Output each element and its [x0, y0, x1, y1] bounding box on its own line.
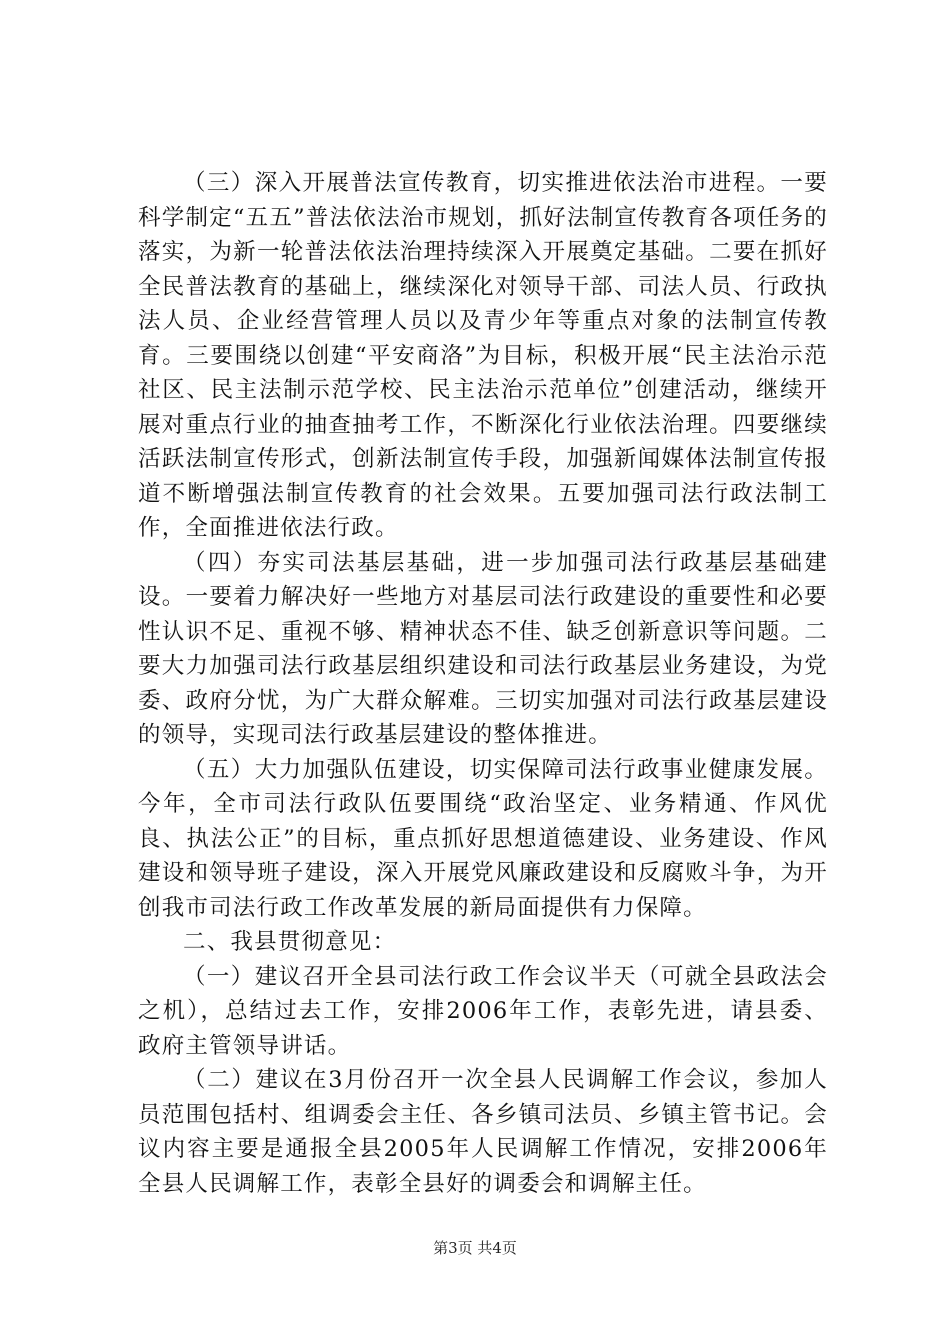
page-number-footer: 第3页 共4页: [433, 1239, 517, 1257]
document-body: [138, 166, 828, 1201]
paragraph-county-2-mediation-meeting: （二）建议在3月份召开一次全县人民调解工作会议，参加人员范围包括村、组调委会主任、各乡镇司法员、乡镇主管书记。会议内容主要是通报全县2005年人民调解工作情况，安排2006年全县人民调解工作，表彰全县好的调委会和调解主任。: [138, 1067, 828, 1197]
paragraph-county-1-meeting: （一）建议召开全县司法行政工作会议半天（可就全县政法会之机），总结过去工作，安排2006年工作，表彰先进，请县委、政府主管领导讲话。: [138, 963, 828, 1059]
paragraph-5-team-building: （五）大力加强队伍建设，切实保障司法行政事业健康发展。今年，全市司法行政队伍要围绕“政治坚定、业务精通、作风优良、执法公正”的目标，重点抓好思想道德建设、业务建设、作风建设和领导班子建设，深入开展党风廉政建设和反腐败斗争，为开创我市司法行政工作改革发展的新局面提供有力保障。: [138, 756, 828, 921]
section-heading-county-implementation: 二、我县贯彻意见：: [183, 929, 397, 955]
paragraph-3-publicity-education: （三）深入开展普法宣传教育，切实推进依法治市进程。一要科学制定“五五”普法依法治市规划，抓好法制宣传教育各项任务的落实，为新一轮普法依法治理持续深入开展奠定基础。二要在抓好全民普法教育的基础上，继续深化对领导干部、司法人员、行政执法人员、企业经营管理人员以及青少年等重点对象的法制宣传教育。三要围绕以创建“平安商洛”为目标，积极开展“民主法治示范社区、民主法制示范学校、民主法治示范单位”创建活动，继续开展对重点行业的抽查抽考工作，不断深化行业依法治理。四要继续活跃法制宣传形式，创新法制宣传手段，加强新闻媒体法制宣传报道不断增强法制宣传教育的社会效果。五要加强司法行政法制工作，全面推进依法行政。: [138, 170, 828, 541]
paragraph-4-grassroots-foundation: （四）夯实司法基层基础，进一步加强司法行政基层基础建设。一要着力解决好一些地方对基层司法行政建设的重要性和必要性认识不足、重视不够、精神状态不佳、缺乏创新意识等问题。二要大力加强司法行政基层组织建设和司法行政基层业务建设，为党委、政府分忧，为广大群众解难。三切实加强对司法行政基层建设的领导，实现司法行政基层建设的整体推进。: [138, 549, 828, 748]
